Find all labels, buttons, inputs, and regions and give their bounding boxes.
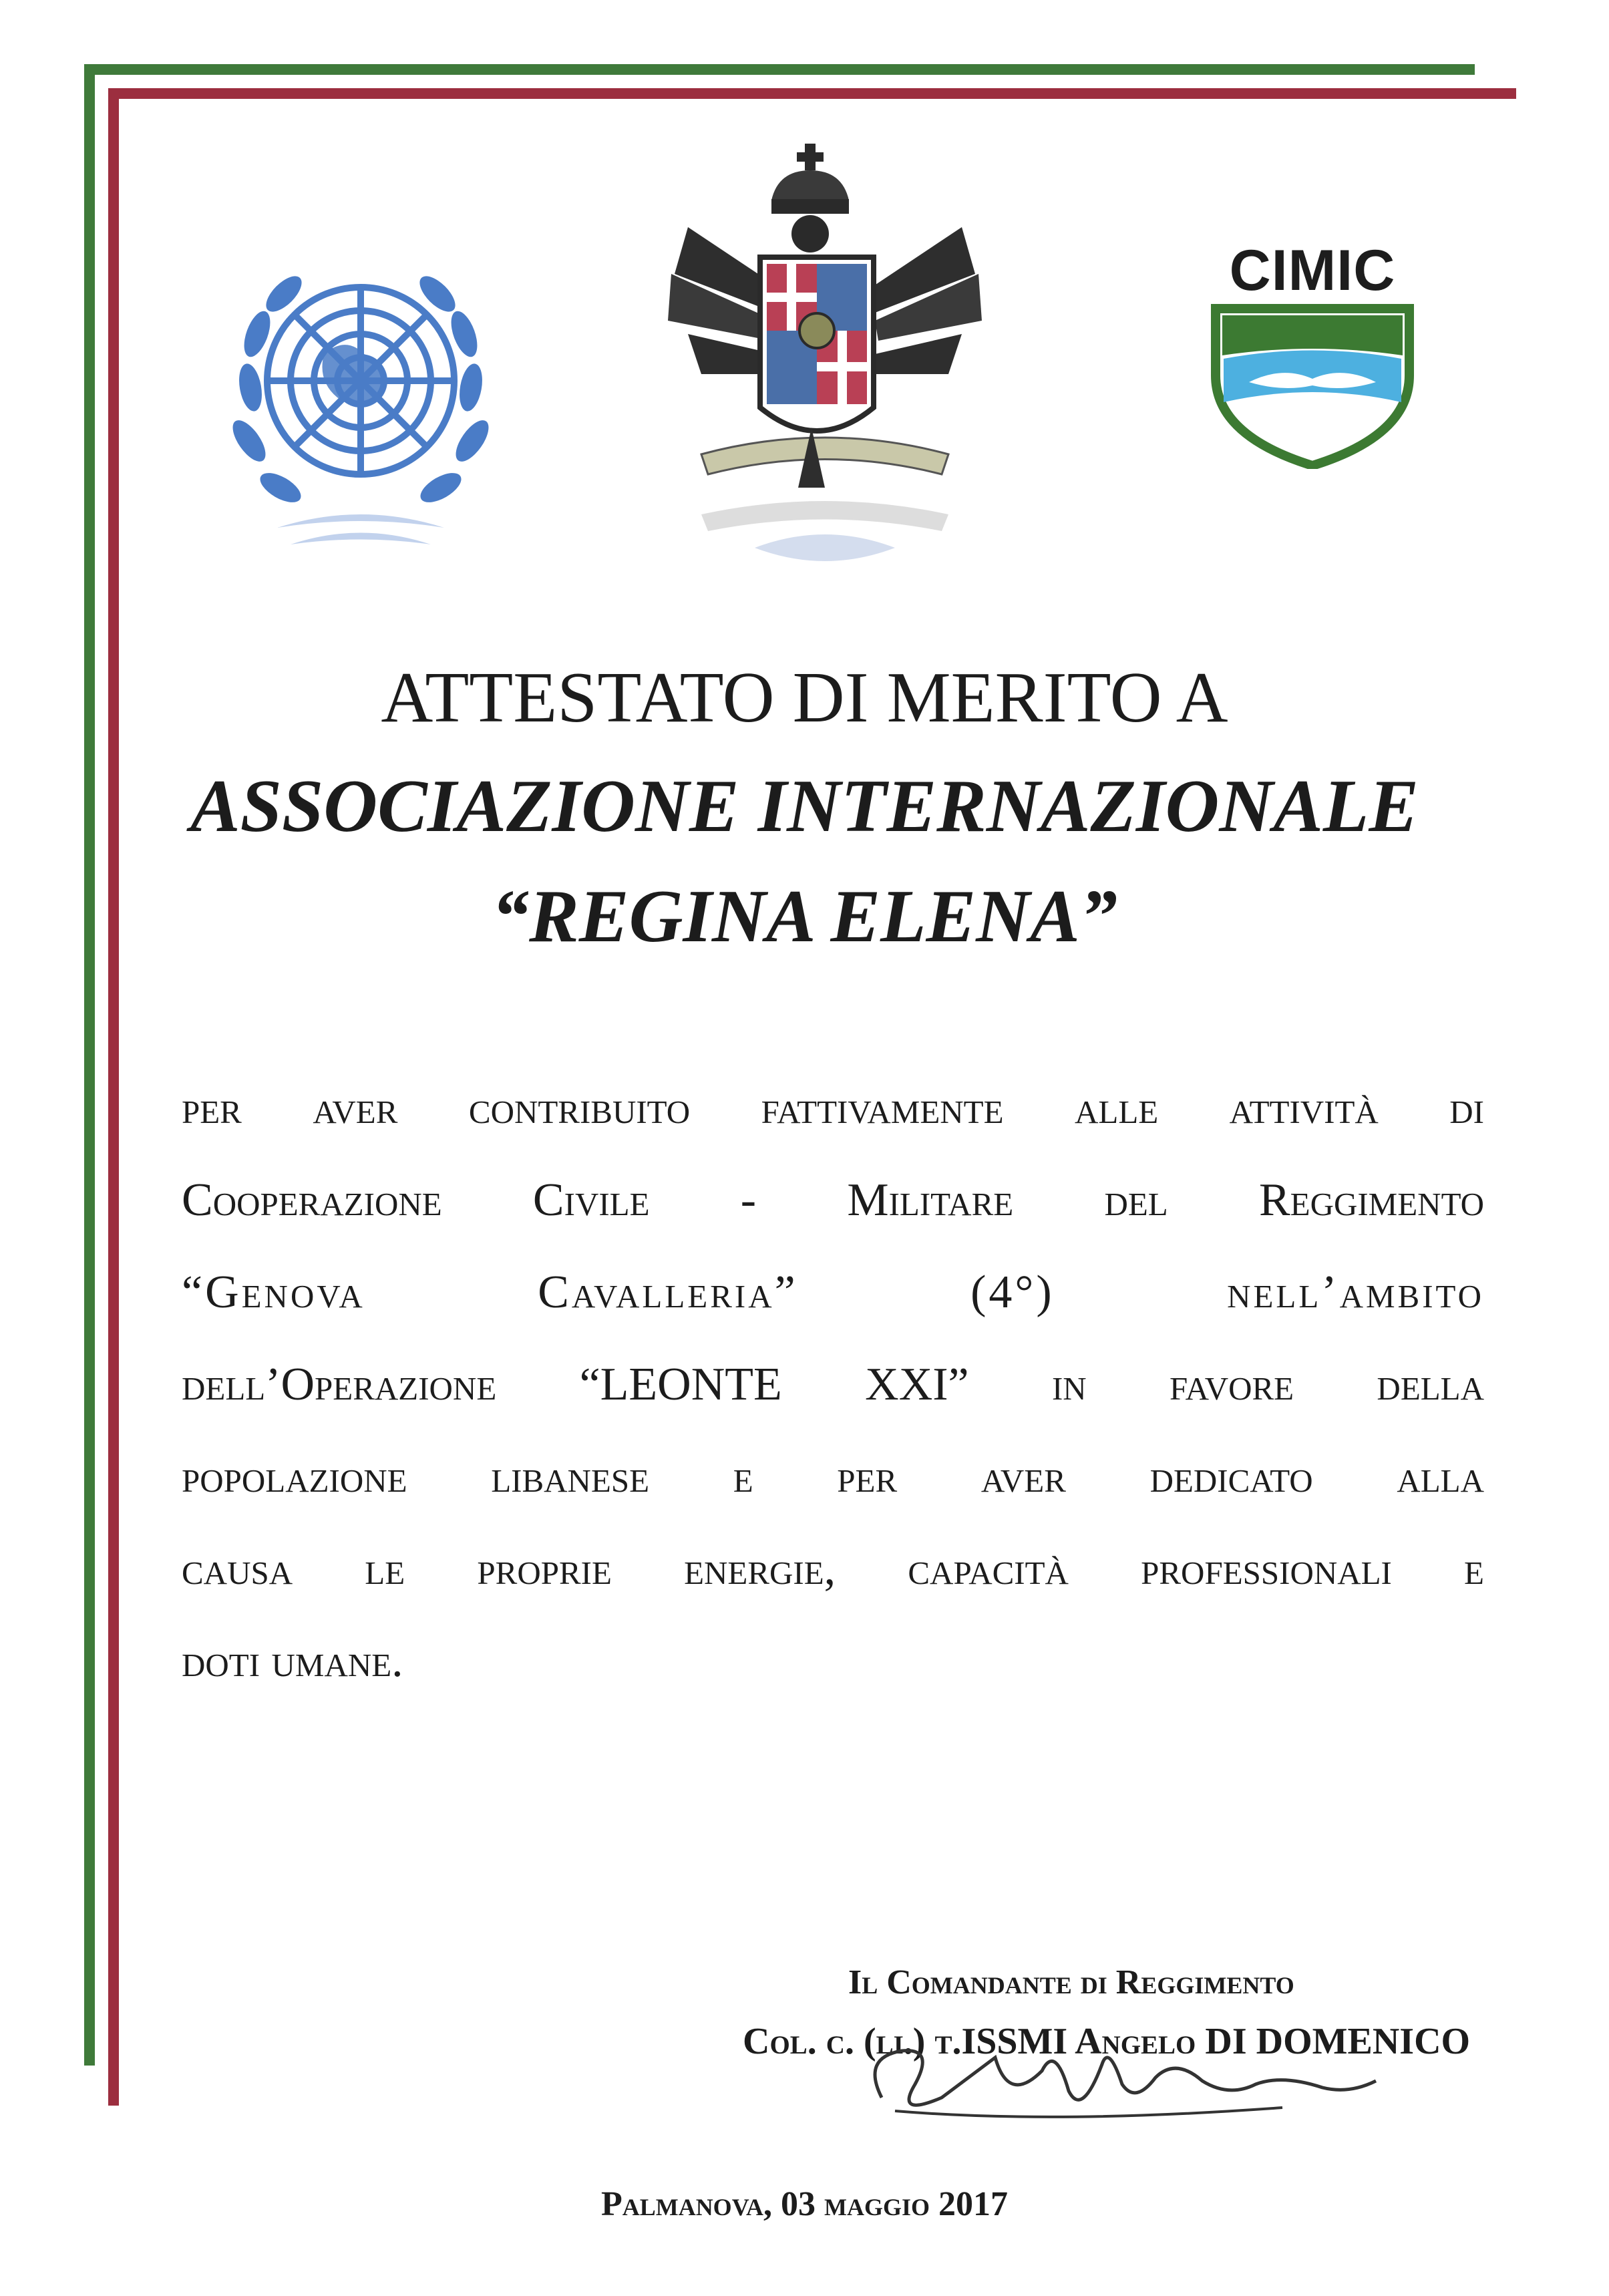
citation-line: popolazione libanese e per aver dedicato alla	[182, 1451, 1484, 1502]
citation-line: causa le proprie energie, capacità professionali e	[182, 1543, 1484, 1595]
certificate-title: ATTESTATO DI MERITO A	[381, 658, 1228, 737]
citation-text	[182, 1062, 1484, 1707]
un-emblem-icon	[224, 247, 498, 554]
citation-line: doti umane.	[182, 1635, 403, 1687]
frame-green-left	[84, 64, 95, 2066]
cimic-shield-handshake-icon	[1209, 302, 1416, 469]
recipient-name: ASSOCIAZIONE INTERNAZIONALE	[190, 765, 1419, 848]
signatory-title: Il Comandante di Reggimento	[848, 1963, 1294, 2001]
cimic-label: CIMIC	[1229, 238, 1396, 303]
frame-green-top	[84, 64, 1475, 75]
signatory-name: Col. c. (li.) t.ISSMI Angelo DI DOMENICO	[743, 2021, 1471, 2062]
recipient-subname: “REGINA ELENA”	[492, 875, 1117, 958]
frame-red-left	[108, 88, 119, 2106]
citation-line: dell’Operazione “LEONTE XXI” in favore della	[182, 1359, 1484, 1410]
handwritten-signature	[855, 2017, 1403, 2131]
citation-line: per aver contribuito fattivamente alle attività di	[182, 1082, 1484, 1134]
frame-red-top	[108, 88, 1516, 99]
citation-line: Cooperazione Civile - Militare del Reggimento	[182, 1174, 1484, 1226]
citation-line: “Genova Cavalleria” (4°) nell’ambito	[182, 1267, 1484, 1318]
place-date: Palmanova, 03 maggio 2017	[600, 2185, 1009, 2223]
regimental-eagle-crest-icon	[661, 140, 989, 621]
cimic-logo	[1209, 240, 1416, 474]
